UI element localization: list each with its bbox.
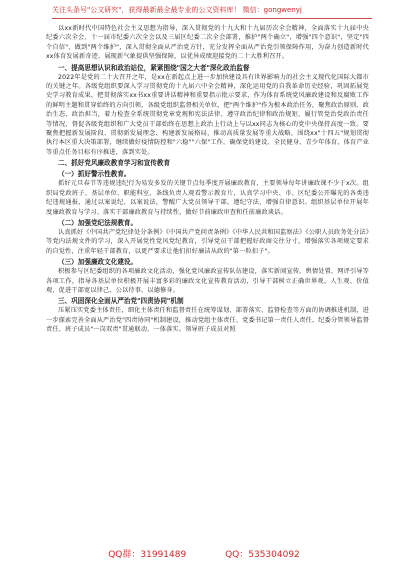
header-banner	[52, 6, 372, 15]
paragraph-intro: 以xx新时代中国特色社会主义思想为指导，深入贯彻党的十九大和十九届历次全会精神，全面落实十九届中央纪委六次全会、十一届市纪委六次全会以及三届区纪委二次全会部署，推护"两个确立"，增强"四个意识"，坚定"四个自信"，做到"两个维护"，深入贯彻全面从严治党方针，充分发挥全面从严治党引领保障作用，为奋力创造新时代xx体育发展新奇迹，展现新气象提供坚强保障，以优异成绩迎接党的二十大胜利召开。	[46, 25, 369, 61]
footer-qq: QQ：535304092	[225, 550, 300, 560]
footer-contact	[0, 547, 408, 560]
document-body	[46, 24, 369, 335]
paragraph-2-3: 积极参与区纪委组织的各项廉政文化活动，强化党风廉政宣传队伍建设，落实新闻宣传、舆情处置、网评引导等各项工作，指导各基层单位积极开展丰富多彩的廉政文化宣传教育活动，引导干部树立正确世界观、人生观、价值观，促进干部宽以律己、公以待事、以德修身。	[46, 268, 369, 294]
subheading-2-3: （三）加强廉政文化建设。	[58, 258, 138, 267]
section-heading-1: 一、提高思想认识和政治站位，紧紧围绕"国之大者"深化政治监督	[58, 63, 250, 72]
paragraph-2-2: 认真抓好《中国共产党纪律处分条例》《中国共产党问责条例》《中华人民共和国监察法》《公职人员政务处分法》等党内法规文件的学习，深入开展党性党风党纪教育，引导党员干部把握好政商交往分寸，增强落实各项规定要求的自觉性，注重年轻干部教育，以更严要求让他们扣好廉洁从政的"第一粒扣子"。	[46, 228, 369, 255]
paragraph-section-1: 2022年是党的二十大召开之年，是xx在新起点上进一步加快建设具有世界影响力的社会主义现代化国际大都市的关键之年。各级党组织要深入学习贯彻党的十九届六中全会精神，深化运用党的自我革命历史经验，巩固拓展党史学习教育成果，把贯彻落实xx书xx重要讲话精神和重要指示批示要求，作为体育系统党风廉政建设和反腐败工作的鲜明主题和贯穿始终的方向引领，各级党组织监督相关单位，把"两个维护"作为根本政治任务，聚焦政治原则、政治生态、政治担当，着力检查全系统贯彻党章党规和宪法法律、遵守政治纪律和政治规矩、履行管党治党政治责任等情况，督促各级党组织和广大党员干部始终在思想上政治上行动上与以xx同志为核心的党中央保持高度一致。要聚焦把握新发展阶段、贯彻新发展理念、构建新发展格局，推动高质量发展等重大战略，围绕xx"十四五"规划贯彻执行本区重大决策部署，继续做好疫情防控和"六稳""六保"工作，确保党的建设、全民健身、青少年体育、体育产业等重点任务目标有序推进，落到实处。	[46, 73, 369, 156]
paragraph-section-3: 压紧压实党委主体责任，细化主体责任和监督责任在统筹谋划、部署落实、监督检查等方面的协调推进机制，进一步探索完善全面从严治党"四责协同"机制建设，推动党组主体责任、党委书记第一责任人责任、纪委分管领导监督责任、班子成员"一岗双责"贯通联动、一体落实。领导班子成员对照	[46, 307, 369, 334]
subheading-2-1: （一）抓好警示性教育。	[58, 170, 131, 179]
paragraph-2-1: 抓好元旦春节等违规违纪行为易发多发的关键节点每季度开展廉政教育，主要领导每年讲廉政课不少于x次。组织局党政班子、基层单位、职能科室、条线负责人观看警示教育片，认真学习中央、市、区纪委公开曝光的各类违纪违规通报，通过以案说纪、以案说法，警醒广大党员领导干部，遵纪守法，增强自律意识。组织基层单位开展年度廉政教育与学习、落实干部廉政教育与持续性，做好节前廉政审查和任前廉政谈话。	[46, 180, 369, 216]
banner-text: 关注头条号"公文研究"，获得最新最全最专业的公文资料库！ 微信：gongwenyj	[52, 6, 302, 14]
header-rule	[52, 18, 372, 19]
subheading-2-2: （二）加强党纪法规教育。	[58, 218, 138, 227]
section-heading-3: 三、巩固深化全面从严治党"四责协同"机制	[58, 297, 184, 306]
footer-qq-group: QQ群：31991489	[108, 550, 187, 560]
section-heading-2: 二、抓好党风廉政教育学习和宣传教育	[58, 159, 171, 168]
